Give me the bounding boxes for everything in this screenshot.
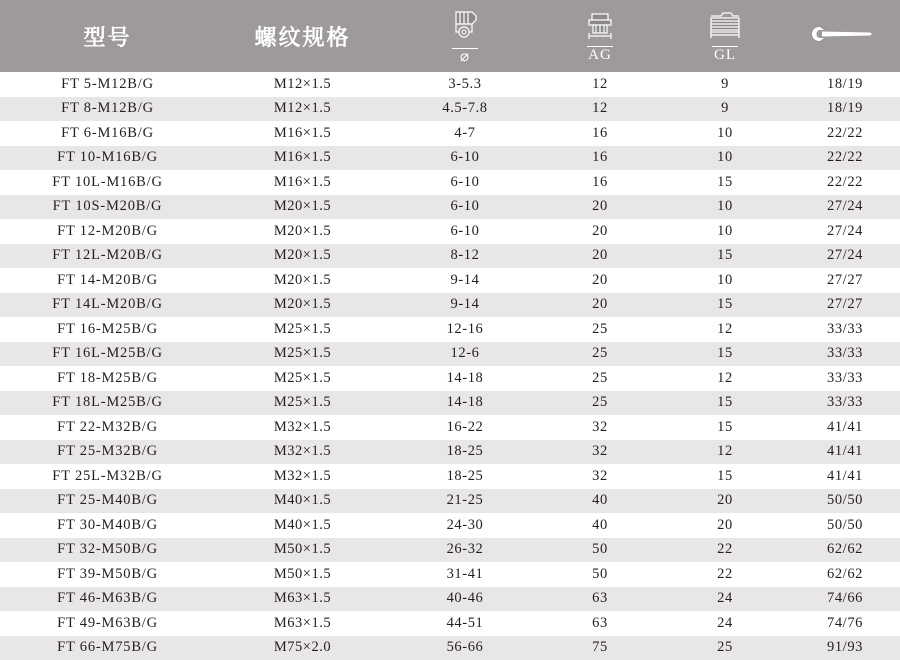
- cell-ag: 32: [540, 440, 660, 465]
- cell-ag: 25: [540, 366, 660, 391]
- cell-thread: M40×1.5: [215, 513, 390, 538]
- header-wrench: [790, 0, 900, 72]
- cell-wrench: 62/62: [790, 538, 900, 563]
- cell-thread: M25×1.5: [215, 366, 390, 391]
- cell-ag: 75: [540, 636, 660, 660]
- header-cable-range-label: ⌀: [452, 48, 478, 65]
- cell-gl: 22: [660, 538, 790, 563]
- cell-model: FT 12L-M20B/G: [0, 244, 215, 269]
- cell-wrench: 22/22: [790, 121, 900, 146]
- cell-wrench: 27/24: [790, 244, 900, 269]
- cell-model: FT 25-M32B/G: [0, 440, 215, 465]
- cell-ag: 20: [540, 268, 660, 293]
- cell-ag: 40: [540, 489, 660, 514]
- cell-thread: M32×1.5: [215, 415, 390, 440]
- cell-ag: 40: [540, 513, 660, 538]
- cell-ag: 50: [540, 538, 660, 563]
- cell-ag: 20: [540, 244, 660, 269]
- table-row: [0, 121, 900, 146]
- cell-range: 12-16: [390, 317, 540, 342]
- cell-gl: 9: [660, 97, 790, 122]
- cell-model: FT 10L-M16B/G: [0, 170, 215, 195]
- cell-gl: 10: [660, 146, 790, 171]
- table-row: [0, 97, 900, 122]
- cell-model: FT 25L-M32B/G: [0, 464, 215, 489]
- cell-range: 6-10: [390, 219, 540, 244]
- cell-wrench: 22/22: [790, 146, 900, 171]
- cell-thread: M20×1.5: [215, 244, 390, 269]
- cell-range: 16-22: [390, 415, 540, 440]
- table-row: [0, 317, 900, 342]
- table-row: [0, 489, 900, 514]
- cell-ag: 50: [540, 562, 660, 587]
- cell-model: FT 14-M20B/G: [0, 268, 215, 293]
- cell-range: 6-10: [390, 170, 540, 195]
- cell-wrench: 33/33: [790, 342, 900, 367]
- cell-thread: M75×2.0: [215, 636, 390, 660]
- cell-gl: 22: [660, 562, 790, 587]
- table-row: [0, 170, 900, 195]
- table-row: [0, 268, 900, 293]
- cell-gl: 12: [660, 440, 790, 465]
- thread-length-icon: [697, 10, 753, 44]
- cell-gl: 12: [660, 317, 790, 342]
- cell-wrench: 50/50: [790, 489, 900, 514]
- cell-model: FT 25-M40B/G: [0, 489, 215, 514]
- cell-range: 12-6: [390, 342, 540, 367]
- cell-gl: 10: [660, 195, 790, 220]
- header-row: [0, 0, 900, 72]
- cell-thread: M12×1.5: [215, 97, 390, 122]
- table-row: [0, 72, 900, 97]
- cell-wrench: 27/27: [790, 293, 900, 318]
- cell-gl: 24: [660, 611, 790, 636]
- cell-range: 4.5-7.8: [390, 97, 540, 122]
- cell-gl: 15: [660, 464, 790, 489]
- cell-ag: 25: [540, 317, 660, 342]
- cell-range: 56-66: [390, 636, 540, 660]
- cell-gl: 15: [660, 342, 790, 367]
- cell-wrench: 33/33: [790, 366, 900, 391]
- cell-thread: M63×1.5: [215, 587, 390, 612]
- cell-range: 18-25: [390, 440, 540, 465]
- cell-ag: 20: [540, 293, 660, 318]
- cell-range: 3-5.3: [390, 72, 540, 97]
- cell-wrench: 18/19: [790, 97, 900, 122]
- cell-model: FT 12-M20B/G: [0, 219, 215, 244]
- cell-range: 18-25: [390, 464, 540, 489]
- cell-model: FT 18L-M25B/G: [0, 391, 215, 416]
- cell-model: FT 10S-M20B/G: [0, 195, 215, 220]
- cell-range: 40-46: [390, 587, 540, 612]
- cell-gl: 25: [660, 636, 790, 660]
- header-ag-label: AG: [587, 46, 613, 63]
- cell-wrench: 41/41: [790, 464, 900, 489]
- table-row: [0, 391, 900, 416]
- header-model: [0, 0, 215, 72]
- table-row: [0, 562, 900, 587]
- cell-range: 14-18: [390, 391, 540, 416]
- header-gl: [660, 0, 790, 72]
- cell-gl: 20: [660, 513, 790, 538]
- cell-ag: 32: [540, 464, 660, 489]
- cell-ag: 25: [540, 342, 660, 367]
- cell-thread: M63×1.5: [215, 611, 390, 636]
- cell-ag: 12: [540, 72, 660, 97]
- table-row: [0, 415, 900, 440]
- cell-range: 9-14: [390, 268, 540, 293]
- cell-gl: 20: [660, 489, 790, 514]
- table-row: [0, 538, 900, 563]
- cell-thread: M50×1.5: [215, 538, 390, 563]
- cell-model: FT 32-M50B/G: [0, 538, 215, 563]
- cell-ag: 16: [540, 170, 660, 195]
- cell-range: 24-30: [390, 513, 540, 538]
- cell-thread: M12×1.5: [215, 72, 390, 97]
- cell-range: 6-10: [390, 146, 540, 171]
- cell-model: FT 49-M63B/G: [0, 611, 215, 636]
- cell-range: 14-18: [390, 366, 540, 391]
- cell-wrench: 33/33: [790, 317, 900, 342]
- cell-ag: 63: [540, 587, 660, 612]
- cell-thread: M20×1.5: [215, 268, 390, 293]
- table-row: [0, 636, 900, 660]
- cable-clamp-range-icon: [442, 8, 488, 46]
- header-thread-spec: [215, 0, 390, 72]
- cell-thread: M20×1.5: [215, 293, 390, 318]
- table-row: [0, 195, 900, 220]
- cell-wrench: 22/22: [790, 170, 900, 195]
- assembly-length-icon: [577, 10, 623, 44]
- cell-ag: 20: [540, 219, 660, 244]
- table-row: [0, 219, 900, 244]
- cell-thread: M16×1.5: [215, 121, 390, 146]
- cell-thread: M25×1.5: [215, 342, 390, 367]
- table-row: [0, 611, 900, 636]
- table-row: [0, 366, 900, 391]
- cell-thread: M40×1.5: [215, 489, 390, 514]
- cell-thread: M32×1.5: [215, 440, 390, 465]
- cell-thread: M32×1.5: [215, 464, 390, 489]
- cell-gl: 12: [660, 366, 790, 391]
- cell-range: 31-41: [390, 562, 540, 587]
- cell-ag: 16: [540, 146, 660, 171]
- table-row: [0, 293, 900, 318]
- cell-wrench: 74/76: [790, 611, 900, 636]
- cell-thread: M20×1.5: [215, 195, 390, 220]
- cell-thread: M16×1.5: [215, 146, 390, 171]
- cell-gl: 15: [660, 244, 790, 269]
- cell-model: FT 10-M16B/G: [0, 146, 215, 171]
- cell-model: FT 39-M50B/G: [0, 562, 215, 587]
- cell-wrench: 41/41: [790, 440, 900, 465]
- cell-model: FT 14L-M20B/G: [0, 293, 215, 318]
- cell-wrench: 18/19: [790, 72, 900, 97]
- cell-model: FT 8-M12B/G: [0, 97, 215, 122]
- cell-wrench: 27/27: [790, 268, 900, 293]
- cell-range: 44-51: [390, 611, 540, 636]
- table-header: [0, 0, 900, 72]
- cell-range: 6-10: [390, 195, 540, 220]
- cell-thread: M20×1.5: [215, 219, 390, 244]
- table-row: [0, 146, 900, 171]
- cell-wrench: 91/93: [790, 636, 900, 660]
- cell-gl: 15: [660, 391, 790, 416]
- table-row: [0, 587, 900, 612]
- cell-ag: 63: [540, 611, 660, 636]
- cell-thread: M25×1.5: [215, 317, 390, 342]
- cell-thread: M50×1.5: [215, 562, 390, 587]
- cell-ag: 20: [540, 195, 660, 220]
- wrench-icon: [810, 21, 880, 51]
- cell-model: FT 66-M75B/G: [0, 636, 215, 660]
- header-ag: [540, 0, 660, 72]
- cell-model: FT 18-M25B/G: [0, 366, 215, 391]
- cell-ag: 25: [540, 391, 660, 416]
- table-row: [0, 464, 900, 489]
- cell-range: 8-12: [390, 244, 540, 269]
- cell-model: FT 5-M12B/G: [0, 72, 215, 97]
- cell-wrench: 27/24: [790, 219, 900, 244]
- header-cable-range: [390, 0, 540, 72]
- cell-gl: 24: [660, 587, 790, 612]
- cell-model: FT 16-M25B/G: [0, 317, 215, 342]
- cell-gl: 15: [660, 170, 790, 195]
- cell-range: 21-25: [390, 489, 540, 514]
- table-row: [0, 513, 900, 538]
- cell-gl: 10: [660, 121, 790, 146]
- cell-ag: 12: [540, 97, 660, 122]
- cell-wrench: 27/24: [790, 195, 900, 220]
- cell-gl: 15: [660, 415, 790, 440]
- cell-model: FT 16L-M25B/G: [0, 342, 215, 367]
- header-gl-label: GL: [712, 46, 738, 63]
- cell-range: 26-32: [390, 538, 540, 563]
- cell-wrench: 33/33: [790, 391, 900, 416]
- cell-wrench: 62/62: [790, 562, 900, 587]
- cell-ag: 16: [540, 121, 660, 146]
- header-thread-spec-label: 螺纹规格: [254, 25, 350, 50]
- cell-thread: M25×1.5: [215, 391, 390, 416]
- table-row: [0, 244, 900, 269]
- cell-thread: M16×1.5: [215, 170, 390, 195]
- table-body: [0, 72, 900, 660]
- cell-gl: 10: [660, 219, 790, 244]
- cell-range: 4-7: [390, 121, 540, 146]
- cell-model: FT 22-M32B/G: [0, 415, 215, 440]
- cell-gl: 10: [660, 268, 790, 293]
- cell-range: 9-14: [390, 293, 540, 318]
- cell-wrench: 74/66: [790, 587, 900, 612]
- cell-model: FT 46-M63B/G: [0, 587, 215, 612]
- table-row: [0, 342, 900, 367]
- table-row: [0, 440, 900, 465]
- cell-model: FT 30-M40B/G: [0, 513, 215, 538]
- cell-wrench: 41/41: [790, 415, 900, 440]
- cell-wrench: 50/50: [790, 513, 900, 538]
- cell-ag: 32: [540, 415, 660, 440]
- cell-gl: 15: [660, 293, 790, 318]
- cell-gl: 9: [660, 72, 790, 97]
- cell-model: FT 6-M16B/G: [0, 121, 215, 146]
- header-model-label: 型号: [83, 25, 131, 50]
